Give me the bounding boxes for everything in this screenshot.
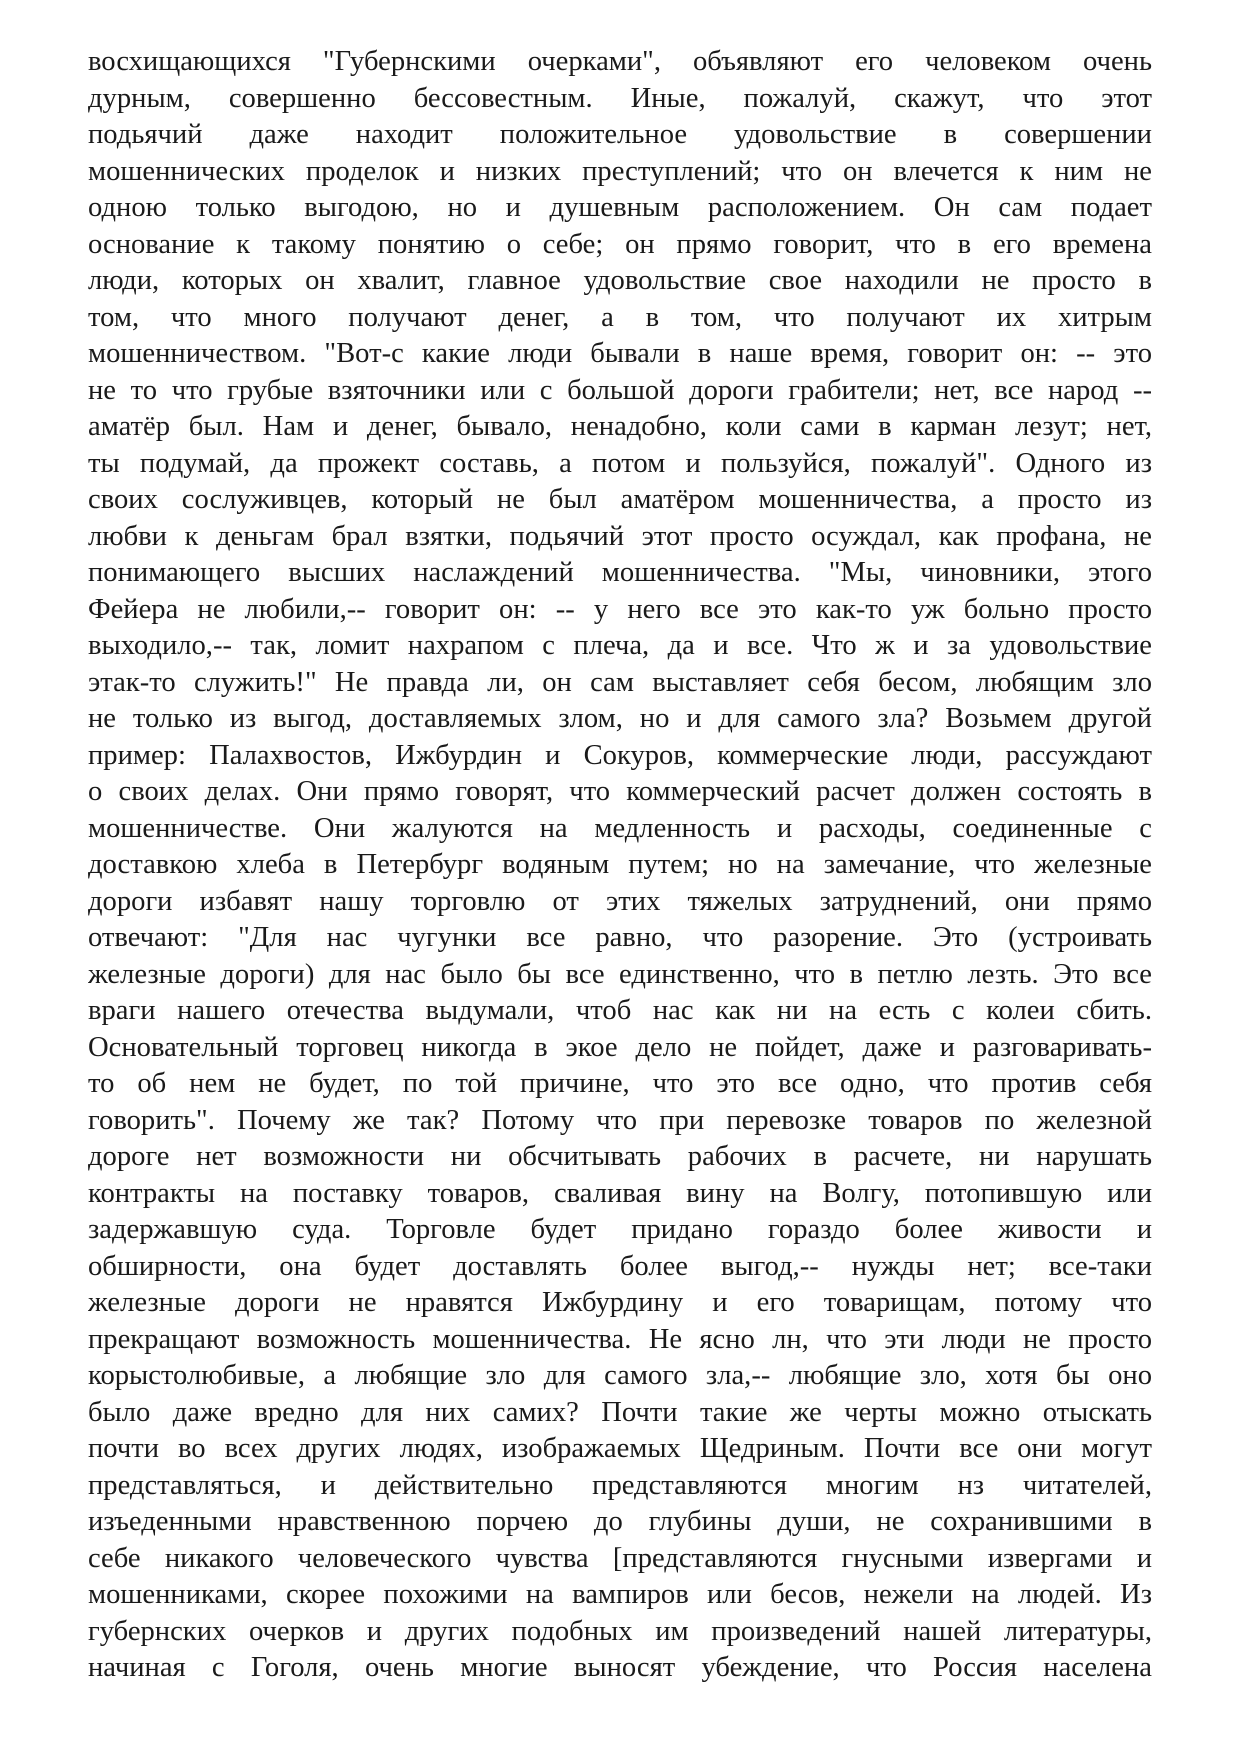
text-line: аматёр был. Нам и денег, бывало, ненадобно, коли сами в карман лезут; нет, (88, 411, 1152, 442)
text-line: мошенничестве. Они жалуются на медленность и расходы, соединенные с (88, 812, 1152, 844)
text-line: дурным, совершенно бессовестным. Иные, пожалуй, скажут, что этот (88, 82, 1152, 114)
text-line: дороги избавят нашу торговлю от этих тяжелых затруднений, они прямо (88, 885, 1152, 917)
text-line: железные дороги) для нас было бы все единственно, что в петлю лезть. Это все (88, 958, 1152, 990)
text-line: представляться, и действительно представляются многим нз читателей, (88, 1469, 1152, 1501)
text-line: изъеденными нравственною порчею до глубины души, не сохранившими в (88, 1506, 1152, 1537)
text-line: основание к такому понятию о себе; он прямо говорит, что в его времена (88, 228, 1152, 260)
text-line: любви к деньгам брал взятки, подьячий этот просто осуждал, как профана, не (88, 520, 1152, 552)
text-line: задержавшую суда. Торговле будет придано гораздо более живости и (88, 1214, 1152, 1245)
text-line: было даже вредно для них самих? Почти такие же черты можно отыскать (88, 1396, 1152, 1428)
text-line: подьячий даже находит положительное удовольствие в совершении (88, 119, 1152, 150)
text-line: враги нашего отечества выдумали, чтоб нас как ни на есть с колеи сбить. (88, 995, 1152, 1026)
text-line: доставкою хлеба в Петербург водяным путем; но на замечание, что железные (88, 849, 1152, 880)
text-line: своих сослуживцев, который не был аматёром мошенничества, а просто из (88, 484, 1152, 515)
text-line: этак-то служить!" Не правда ли, он сам выставляет себя бесом, любящим зло (88, 666, 1152, 698)
text-line: о своих делах. Они прямо говорят, что коммерческий расчет должен состоять в (88, 776, 1152, 807)
text-line: пример: Палахвостов, Ижбурдин и Сокуров, коммерческие люди, рассуждают (88, 739, 1152, 771)
text-line: Фейера не любили,-- говорит он: -- у него все это как-то уж больно просто (88, 593, 1152, 625)
text-line: отвечают: "Для нас чугунки все равно, что разорение. Это (устроивать (88, 922, 1152, 953)
text-line: одною только выгодою, но и душевным расположением. Он сам подает (88, 192, 1152, 223)
body-text (88, 44, 1152, 1687)
text-line: люди, которых он хвалит, главное удовольствие свое находили не просто в (88, 265, 1152, 296)
text-line: корыстолюбивые, а любящие зло для самого зла,-- любящие зло, хотя бы оно (88, 1360, 1152, 1391)
text-line: выходило,-- так, ломит нахрапом с плеча, да и все. Что ж и за удовольствие (88, 630, 1152, 661)
text-line: не то что грубые взяточники или с большой дороги грабители; нет, все народ -- (88, 374, 1152, 406)
text-line: говорить". Почему же так? Потому что при перевозке товаров по железной (88, 1104, 1152, 1136)
text-line: контракты на поставку товаров, сваливая вину на Волгу, потопившую или (88, 1177, 1152, 1209)
text-line: дороге нет возможности ни обсчитывать рабочих в расчете, ни нарушать (88, 1141, 1152, 1172)
text-line: мошенниками, скорее похожими на вампиров или бесов, нежели на людей. Из (88, 1579, 1152, 1610)
text-line: восхищающихся "Губернскими очерками", объявляют его человеком очень (88, 46, 1152, 77)
text-line: ты подумай, да прожект составь, а потом и пользуйся, пожалуй". Одного из (88, 447, 1152, 479)
text-line: себе никакого человеческого чувства [представляются гнусными извергами и (88, 1542, 1152, 1574)
text-line: обширности, она будет доставлять более выгод,-- нужды нет; все-таки (88, 1250, 1152, 1282)
text-line: то об нем не будет, по той причине, что это все одно, что против себя (88, 1068, 1152, 1099)
text-line: понимающего высших наслаждений мошенничества. "Мы, чиновники, этого (88, 557, 1152, 588)
text-line: почти во всех других людях, изображаемых Щедриным. Почти все они могут (88, 1433, 1152, 1464)
text-line: губернских очерков и других подобных им произведений нашей литературы, (88, 1615, 1152, 1647)
text-line: мошенничеством. "Вот-с какие люди бывали в наше время, говорит он: -- это (88, 338, 1152, 369)
text-line: не только из выгод, доставляемых злом, но и для самого зла? Возьмем другой (88, 703, 1152, 734)
text-line: том, что много получают денег, а в том, что получают их хитрым (88, 301, 1152, 333)
text-line: Основательный торговец никогда в экое дело не пойдет, даже и разговаривать- (88, 1031, 1152, 1063)
text-line: железные дороги не нравятся Ижбурдину и его товарищам, потому что (88, 1287, 1152, 1318)
text-line: мошеннических проделок и низких преступлений; что он влечется к ним не (88, 155, 1152, 187)
text-line: прекращают возможность мошенничества. Не ясно лн, что эти люди не просто (88, 1323, 1152, 1355)
text-line: начиная с Гоголя, очень многие выносят убеждение, что Россия населена (88, 1652, 1152, 1683)
